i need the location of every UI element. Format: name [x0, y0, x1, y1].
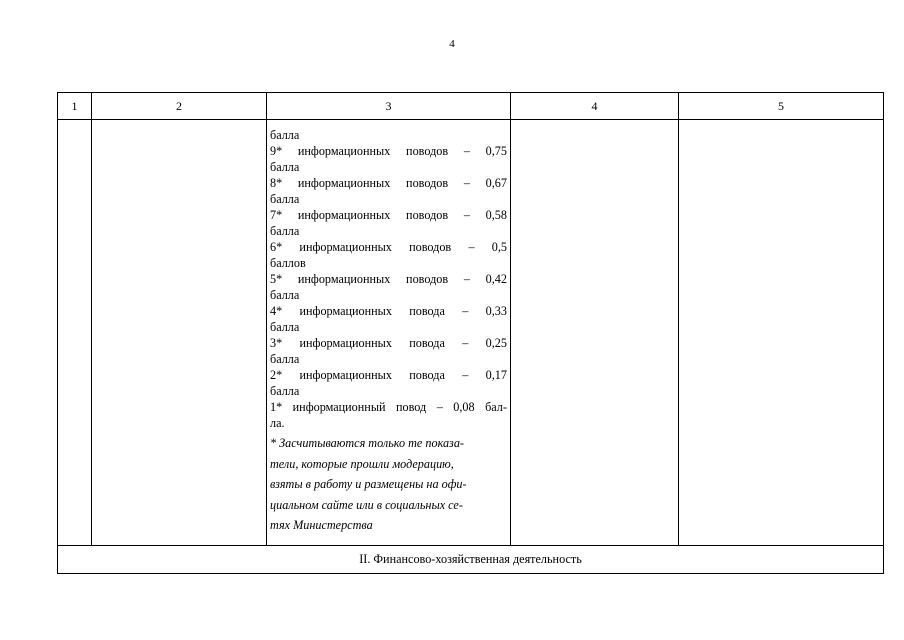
criteria-word: повода: [409, 368, 445, 382]
criteria-word: –: [462, 336, 469, 350]
criteria-word: 7*: [270, 208, 283, 222]
criteria-list: [270, 127, 507, 431]
criteria-word: –: [462, 304, 469, 318]
cell-col-2: [92, 120, 267, 546]
cell-col-4: [511, 120, 679, 546]
criteria-word: 2*: [270, 368, 283, 382]
criteria-word: 0,33: [485, 304, 507, 318]
criteria-score-line: [270, 207, 507, 223]
criteria-score-line: [270, 367, 507, 383]
criteria-word: –: [463, 176, 470, 190]
criteria-word: поводов: [406, 208, 449, 222]
criteria-word: поводов: [406, 272, 449, 286]
criteria-word: 0,75: [485, 144, 507, 158]
cell-col-5: [679, 120, 884, 546]
criteria-word: 0,67: [485, 176, 507, 190]
note-line: циальном сайте или в социальных се-: [270, 497, 463, 512]
criteria-word: –: [463, 272, 470, 286]
criteria-note: [270, 433, 507, 536]
note-line: тели, которые прошли модерацию,: [270, 456, 454, 471]
cell-col-3-criteria: [267, 120, 511, 546]
criteria-score-line: [270, 143, 507, 159]
criteria-word: 6*: [270, 240, 283, 254]
criteria-score-line: [270, 239, 507, 255]
criteria-word: –: [468, 240, 475, 254]
criteria-word: поводов: [406, 144, 449, 158]
criteria-unit-line: балла: [270, 160, 300, 174]
criteria-word: информационных: [299, 240, 392, 254]
criteria-word: поводов: [406, 176, 449, 190]
criteria-unit-line: балла: [270, 320, 300, 334]
criteria-word: 0,25: [485, 336, 507, 350]
criteria-unit-line: балла: [270, 352, 300, 366]
criteria-word: 0,42: [485, 272, 507, 286]
criteria-word: 0,17: [485, 368, 507, 382]
criteria-unit-line: баллов: [270, 256, 306, 270]
criteria-word: 5*: [270, 272, 283, 286]
criteria-unit-line: балла: [270, 128, 300, 142]
criteria-word: повод: [396, 400, 427, 414]
criteria-word: повода: [409, 304, 445, 318]
criteria-word: 3*: [270, 336, 283, 350]
column-header-2: 2: [92, 93, 267, 120]
column-header-3: 3: [267, 93, 511, 120]
criteria-word: информационных: [297, 144, 391, 158]
criteria-word: 0,58: [485, 208, 507, 222]
note-line: * Засчитываются только те показа-: [270, 436, 464, 450]
criteria-score-line: [270, 399, 507, 415]
criteria-word: 8*: [270, 176, 283, 190]
section-title: II. Финансово-хозяйственная деятельность: [58, 546, 884, 574]
criteria-word: 0,5: [491, 240, 507, 254]
criteria-word: информационных: [299, 368, 392, 382]
criteria-word: информационных: [297, 176, 391, 190]
note-line: взяты в работу и размещены на офи-: [270, 477, 467, 491]
criteria-score-line: [270, 303, 507, 319]
column-header-1: 1: [58, 93, 92, 120]
column-header-5: 5: [679, 93, 884, 120]
criteria-word: –: [463, 144, 470, 158]
criteria-table: [57, 92, 884, 574]
criteria-word: –: [462, 368, 469, 382]
criteria-word: повода: [409, 336, 445, 350]
criteria-unit-line: балла: [270, 384, 300, 398]
criteria-word: –: [463, 208, 470, 222]
criteria-word: бал-: [485, 400, 507, 414]
page-number: 4: [449, 38, 455, 50]
criteria-word: информационных: [297, 208, 391, 222]
criteria-word: информационных: [299, 304, 392, 318]
criteria-word: информационный: [292, 400, 386, 414]
criteria-word: 9*: [270, 144, 283, 158]
criteria-unit-line: балла: [270, 192, 300, 206]
note-line: тях Министерства: [270, 518, 373, 532]
criteria-word: 0,08: [453, 400, 475, 414]
column-header-4: 4: [511, 93, 679, 120]
table-row: [58, 120, 884, 546]
criteria-word: информационных: [297, 272, 391, 286]
criteria-word: –: [436, 400, 443, 414]
criteria-word: информационных: [299, 336, 392, 350]
criteria-word: 1*: [270, 400, 283, 414]
criteria-score-line: [270, 271, 507, 287]
criteria-word: 4*: [270, 304, 283, 318]
criteria-score-line: [270, 335, 507, 351]
section-row: [58, 546, 884, 574]
criteria-unit-line: ла.: [270, 416, 285, 430]
cell-col-1: [58, 120, 92, 546]
criteria-unit-line: балла: [270, 224, 300, 238]
criteria-unit-line: балла: [270, 288, 300, 302]
header-row: [58, 93, 884, 120]
criteria-word: поводов: [409, 240, 452, 254]
criteria-score-line: [270, 175, 507, 191]
